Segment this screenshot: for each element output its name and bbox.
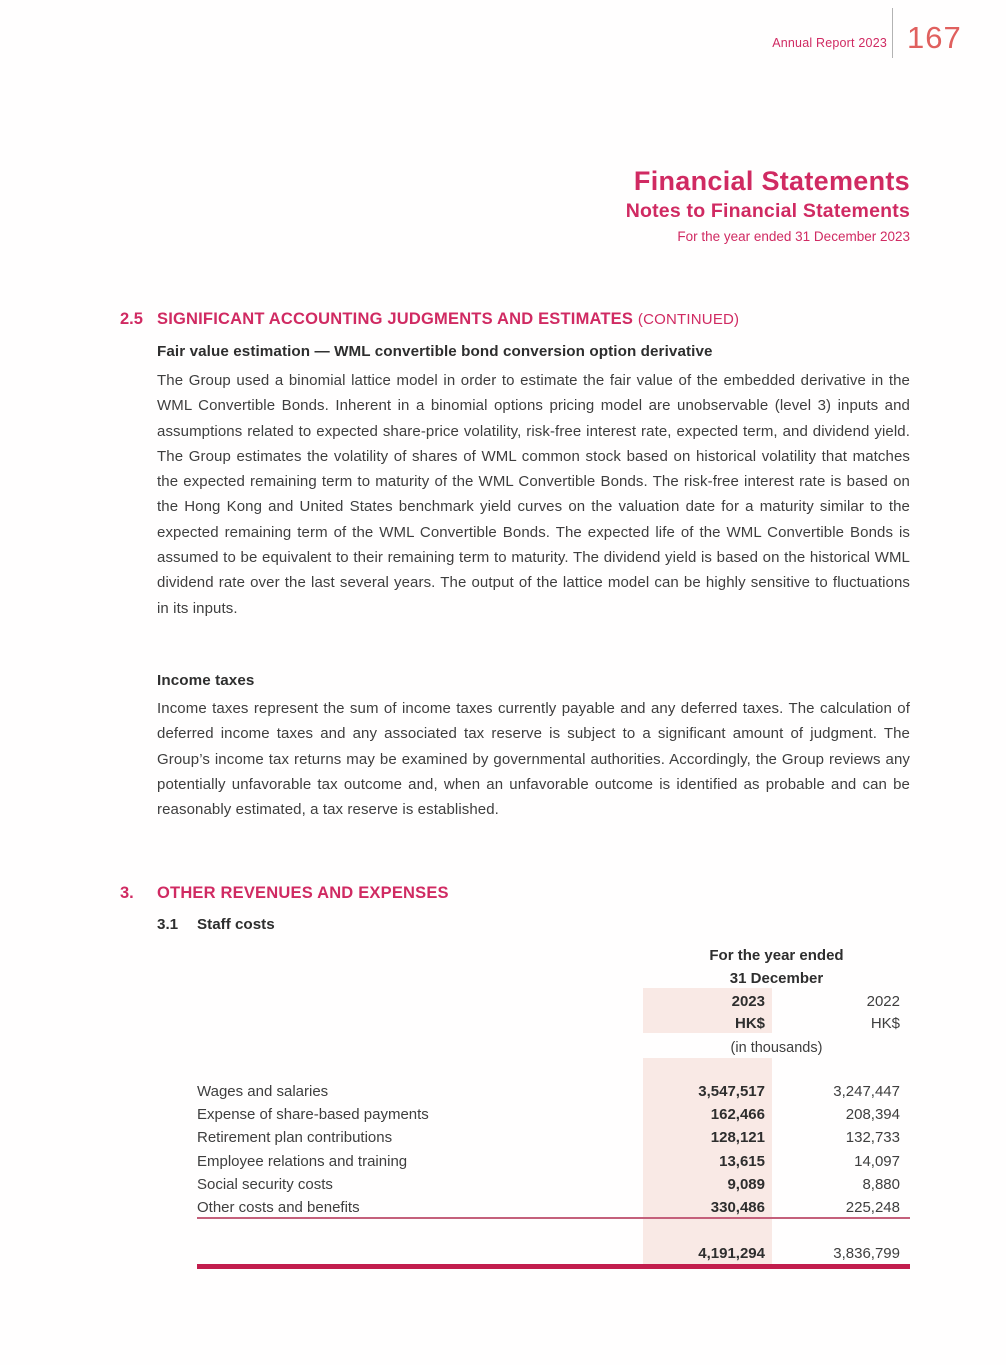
staff-costs-table bbox=[197, 940, 910, 1280]
section-2-5-heading bbox=[157, 310, 739, 329]
row-label: Wages and salaries bbox=[197, 1083, 329, 1100]
table-row bbox=[197, 1104, 910, 1126]
document-title: Financial Statements bbox=[633, 166, 910, 196]
row-value-2023: 3,547,517 bbox=[698, 1083, 765, 1100]
fair-value-heading: Fair value estimation — WML convertible bond conversion option derivative bbox=[157, 343, 713, 360]
document-subtitle: Notes to Financial Statements bbox=[625, 200, 910, 222]
row-value-2022: 225,248 bbox=[845, 1199, 900, 1216]
row-value-2022: 8,880 bbox=[862, 1176, 900, 1193]
report-title-label: Annual Report 2023 bbox=[772, 36, 887, 50]
row-value-2022: 3,247,447 bbox=[833, 1083, 900, 1100]
section-2-5-heading-row bbox=[120, 310, 910, 329]
row-value-2022: 208,394 bbox=[845, 1106, 900, 1123]
table-subtotal-rule bbox=[197, 1217, 910, 1219]
fair-value-paragraph: The Group used a binomial lattice model in order to estimate the fair value of the embedded derivative in the WML Convertible Bonds. Inherent in a binomial options pricing model are unobservable (level 3) inputs and assumptions related to expected share-price volatility, risk-free interest rate, expected term, and dividend yield. The Group estimates the volatility of shares of WML common stock based on historical volatility that matches the expected remaining term to maturity of the WML Convertible Bonds. The risk-free interest rate is based on the Hong Kong and United States benchmark yield curves on the valuation date for a maturity similar to the expected remaining term of the WML Convertible Bonds. The expected life of the WML Convertible Bonds is assumed to be equivalent to their remaining term to maturity. The dividend yield is based on the historical WML dividend rate over the last several years. The output of the lattice model can be highly sensitive to fluctuations in its inputs. bbox=[157, 372, 910, 617]
section-2-5-heading-text: SIGNIFICANT ACCOUNTING JUDGMENTS AND ESTIMATES bbox=[157, 310, 634, 328]
section-3-heading: OTHER REVENUES AND EXPENSES bbox=[157, 884, 449, 902]
row-label: Social security costs bbox=[197, 1176, 333, 1193]
row-value-2023: 162,466 bbox=[710, 1106, 765, 1123]
section-3-1-row bbox=[157, 916, 910, 933]
total-value-2023: 4,191,294 bbox=[698, 1245, 765, 1262]
table-units-note: (in thousands) bbox=[730, 1040, 823, 1056]
table-row bbox=[197, 1127, 910, 1149]
year-2023-header: 2023 bbox=[731, 993, 765, 1010]
row-label: Employee relations and training bbox=[197, 1153, 408, 1170]
currency-2023-header: HK$ bbox=[734, 1015, 765, 1032]
row-value-2022: 132,733 bbox=[845, 1129, 900, 1146]
income-taxes-paragraph: Income taxes represent the sum of income taxes currently payable and any deferred taxes. The calculation of deferred income taxes and any associated tax reserve is subject to a significant amount of judgment. The Group’s income tax returns may be examined by governmental authorities. Accordingly, the Group reviews any potentially unfavorable tax outcome and, when an unfavorable outcome is identified as probable and can be reasonably estimated, a tax reserve is established. bbox=[157, 700, 910, 819]
table-row bbox=[197, 1081, 910, 1103]
section-2-5 bbox=[120, 310, 910, 621]
section-2-5-continued-label: (CONTINUED) bbox=[637, 311, 740, 328]
row-value-2023: 128,121 bbox=[710, 1129, 765, 1146]
header-divider bbox=[892, 8, 893, 58]
table-bottom-rule bbox=[197, 1264, 910, 1269]
table-total-row bbox=[197, 1243, 910, 1265]
row-value-2023: 13,615 bbox=[719, 1153, 765, 1170]
table-row bbox=[197, 1197, 910, 1219]
currency-2022-header: HK$ bbox=[870, 1015, 900, 1032]
table-year-header-row bbox=[197, 991, 910, 1013]
section-3-heading-row bbox=[120, 884, 910, 903]
income-taxes-heading: Income taxes bbox=[157, 672, 255, 689]
page-number: 167 bbox=[907, 20, 962, 55]
title-block bbox=[0, 166, 910, 244]
year-2022-header: 2022 bbox=[866, 993, 900, 1010]
section-3 bbox=[120, 884, 910, 933]
document-period: For the year ended 31 December 2023 bbox=[677, 229, 910, 244]
row-label: Retirement plan contributions bbox=[197, 1129, 393, 1146]
total-value-2022: 3,836,799 bbox=[833, 1245, 900, 1262]
row-label: Expense of share-based payments bbox=[197, 1106, 429, 1123]
table-row bbox=[197, 1174, 910, 1196]
table-period-line2: 31 December bbox=[729, 970, 824, 987]
row-value-2023: 330,486 bbox=[710, 1199, 765, 1216]
section-3-number: 3. bbox=[120, 884, 134, 902]
section-3-1-number: 3.1 bbox=[157, 916, 179, 933]
row-value-2023: 9,089 bbox=[727, 1176, 765, 1193]
row-value-2022: 14,097 bbox=[854, 1153, 900, 1170]
section-3-1-heading: Staff costs bbox=[197, 916, 275, 933]
income-taxes-block bbox=[157, 672, 910, 822]
table-currency-header-row bbox=[197, 1013, 910, 1035]
section-2-5-body bbox=[157, 343, 910, 621]
table-row bbox=[197, 1151, 910, 1173]
section-2-5-number: 2.5 bbox=[120, 310, 143, 328]
row-label: Other costs and benefits bbox=[197, 1199, 360, 1216]
table-period-line1: For the year ended bbox=[709, 947, 844, 964]
